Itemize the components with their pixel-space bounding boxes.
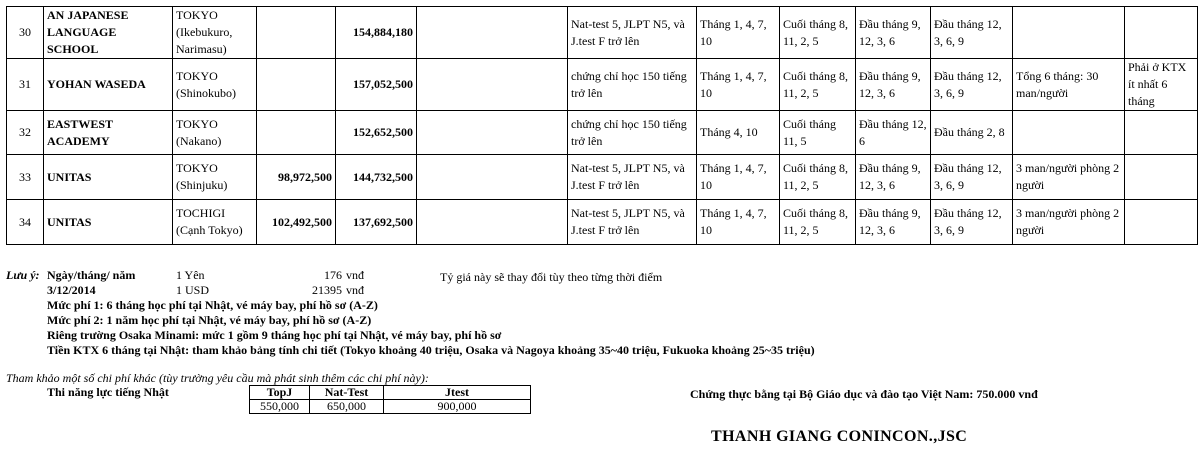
requirement: Nat-test 5, JLPT N5, và J.test F trở lên <box>568 200 697 245</box>
location: TOKYO (Shinjuku) <box>173 155 257 200</box>
visa-months: Đầu tháng 12, 6 <box>856 111 931 155</box>
table-row <box>7 200 1198 245</box>
extra-cell <box>417 200 568 245</box>
row-number: 30 <box>7 7 44 59</box>
fee-level-2: 137,692,500 <box>336 200 417 245</box>
deadline-months: Cuối tháng 8, 11, 2, 5 <box>780 7 856 59</box>
fee-value-topj: 550,000 <box>250 400 310 414</box>
dorm-info: Tổng 6 tháng: 30 man/người <box>1013 59 1125 111</box>
dorm-info: 3 man/người phòng 2 người <box>1013 200 1125 245</box>
fee-header-topj: TopJ <box>250 386 310 400</box>
osaka-note: Riêng trường Osaka Minami: mức 1 gồm 9 tháng học phí tại Nhật, vé máy bay, phí hồ sơ <box>47 328 502 342</box>
date-label: Ngày/tháng/ năm <box>47 268 136 282</box>
fee-level-1 <box>257 59 336 111</box>
table-row <box>7 59 1198 111</box>
row-number: 32 <box>7 111 44 155</box>
usd-label: 1 USD <box>176 283 210 297</box>
intake-months: Tháng 1, 4, 7, 10 <box>697 200 780 245</box>
school-name: UNITAS <box>44 200 173 245</box>
fee-level-1 <box>257 7 336 59</box>
company-name: THANH GIANG CONINCON.,JSC <box>711 428 968 445</box>
deadline-months: Cuối tháng 8, 11, 2, 5 <box>780 155 856 200</box>
fee-level-2: 157,052,500 <box>336 59 417 111</box>
school-name: EASTWEST ACADEMY <box>44 111 173 155</box>
dorm-info <box>1013 7 1125 59</box>
fee-level-1 <box>257 111 336 155</box>
deadline-months: Cuối tháng 8, 11, 2, 5 <box>780 200 856 245</box>
departure-months: Đầu tháng 12, 3, 6, 9 <box>931 7 1013 59</box>
school-note: Phải ở KTX ít nhất 6 tháng <box>1125 59 1198 111</box>
school-name: YOHAN WASEDA <box>44 59 173 111</box>
date-value: 3/12/2014 <box>47 283 96 297</box>
fee-level-1: 102,492,500 <box>257 200 336 245</box>
location: TOKYO (Nakano) <box>173 111 257 155</box>
extra-cell <box>417 111 568 155</box>
school-note <box>1125 111 1198 155</box>
fee-level-2: 152,652,500 <box>336 111 417 155</box>
fee-value-nattest: 650,000 <box>310 400 384 414</box>
intake-months: Tháng 1, 4, 7, 10 <box>697 155 780 200</box>
deadline-months: Cuối tháng 8, 11, 2, 5 <box>780 59 856 111</box>
departure-months: Đầu tháng 12, 3, 6, 9 <box>931 200 1013 245</box>
departure-months: Đầu tháng 12, 3, 6, 9 <box>931 59 1013 111</box>
location: TOKYO (Ikebukuro, Narimasu) <box>173 7 257 59</box>
school-note <box>1125 7 1198 59</box>
location: TOCHIGI (Cạnh Tokyo) <box>173 200 257 245</box>
extra-cell <box>417 59 568 111</box>
yen-value: 176 <box>324 268 342 282</box>
fee-level-1: 98,972,500 <box>257 155 336 200</box>
other-fees-title: Tham khảo một số chi phí khác (tùy trường yêu cầu mà phát sinh thêm các chi phí này): <box>6 371 429 385</box>
fee1-note: Mức phí 1: 6 tháng học phí tại Nhật, vé máy bay, phí hồ sơ (A-Z) <box>47 298 378 312</box>
table-row <box>7 155 1198 200</box>
school-note <box>1125 200 1198 245</box>
intake-months: Tháng 1, 4, 7, 10 <box>697 7 780 59</box>
visa-months: Đầu tháng 9, 12, 3, 6 <box>856 200 931 245</box>
fee-level-2: 144,732,500 <box>336 155 417 200</box>
extra-cell <box>417 155 568 200</box>
usd-unit: vnđ <box>346 283 364 297</box>
intake-months: Tháng 4, 10 <box>697 111 780 155</box>
departure-months: Đầu tháng 2, 8 <box>931 111 1013 155</box>
departure-months: Đầu tháng 12, 3, 6, 9 <box>931 155 1013 200</box>
fee-value-jtest: 900,000 <box>384 400 531 414</box>
extra-cell <box>417 7 568 59</box>
certificate-note: Chứng thực bằng tại Bộ Giáo dục và đào tạo Việt Nam: 750.000 vnđ <box>690 387 1038 401</box>
note-label: Lưu ý: <box>6 268 40 282</box>
deadline-months: Cuối tháng 11, 5 <box>780 111 856 155</box>
row-number: 34 <box>7 200 44 245</box>
table-row <box>7 7 1198 59</box>
exam-label: Thi năng lực tiếng Nhật <box>47 385 169 399</box>
visa-months: Đầu tháng 9, 12, 3, 6 <box>856 155 931 200</box>
row-number: 31 <box>7 59 44 111</box>
visa-months: Đầu tháng 9, 12, 3, 6 <box>856 7 931 59</box>
table-row <box>7 111 1198 155</box>
school-name: AN JAPANESE LANGUAGE SCHOOL <box>44 7 173 59</box>
location: TOKYO (Shinokubo) <box>173 59 257 111</box>
rate-note: Tỷ giá này sẽ thay đổi tùy theo từng thời điểm <box>440 270 663 284</box>
fee-header-nattest: Nat-Test <box>310 386 384 400</box>
dorm-info <box>1013 111 1125 155</box>
fee-header-jtest: Jtest <box>384 386 531 400</box>
visa-months: Đầu tháng 9, 12, 3, 6 <box>856 59 931 111</box>
usd-value: 21395 <box>312 283 342 297</box>
school-note <box>1125 155 1198 200</box>
school-table <box>6 6 1198 245</box>
requirement: chứng chỉ học 150 tiếng trở lên <box>568 59 697 111</box>
fee2-note: Mức phí 2: 1 năm học phí tại Nhật, vé máy bay, phí hồ sơ (A-Z) <box>47 313 372 327</box>
intake-months: Tháng 1, 4, 7, 10 <box>697 59 780 111</box>
row-number: 33 <box>7 155 44 200</box>
fee-level-2: 154,884,180 <box>336 7 417 59</box>
requirement: Nat-test 5, JLPT N5, và J.test F trở lên <box>568 155 697 200</box>
dorm-note: Tiền KTX 6 tháng tại Nhật: tham khảo bảng tính chi tiết (Tokyo khoảng 40 triệu, Osaka và Nagoya khoảng 35~40 triệu, Fukuoka khoảng 25~35 triệu) <box>47 343 815 357</box>
requirement: Nat-test 5, JLPT N5, và J.test F trở lên <box>568 7 697 59</box>
exam-fees-table <box>249 385 531 414</box>
yen-unit: vnđ <box>346 268 364 282</box>
school-name: UNITAS <box>44 155 173 200</box>
requirement: chứng chỉ học 150 tiếng trở lên <box>568 111 697 155</box>
yen-label: 1 Yên <box>176 268 205 282</box>
dorm-info: 3 man/người phòng 2 người <box>1013 155 1125 200</box>
